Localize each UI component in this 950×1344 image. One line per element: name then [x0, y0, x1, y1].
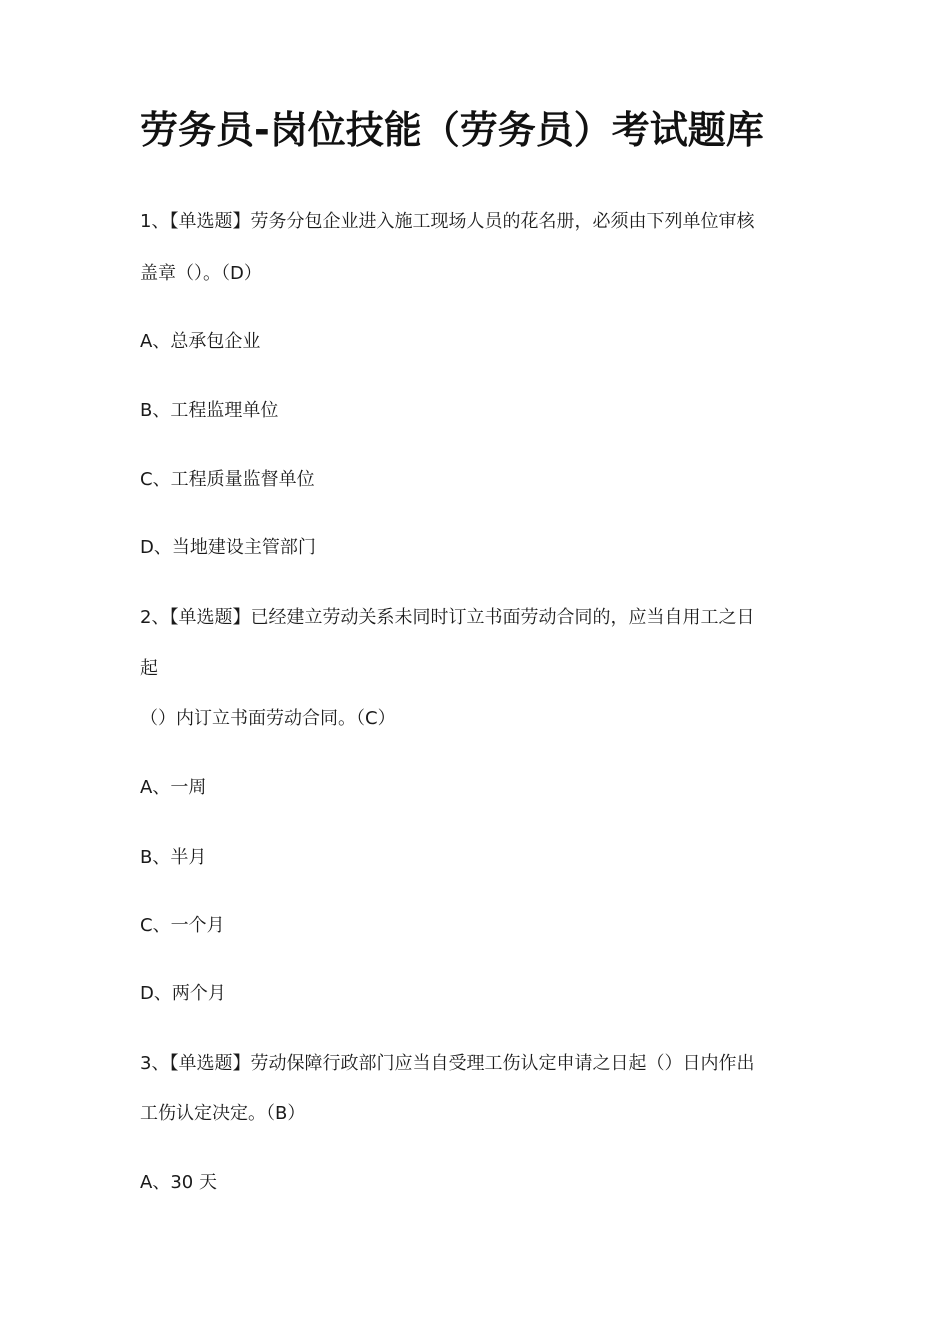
question-1-option-a: A、总承包企业: [140, 331, 261, 352]
question-2-option-c: C、一个月: [140, 915, 225, 936]
question-2-stem-line-3: （）内订立书面劳动合同。（C）: [140, 708, 396, 729]
question-2-option-a: A、一周: [140, 777, 207, 798]
question-2-option-d: D、两个月: [140, 983, 226, 1004]
question-1-option-b: B、工程监理单位: [140, 400, 279, 421]
question-2-option-b: B、半月: [140, 847, 207, 868]
question-1-option-d: D、当地建设主管部门: [140, 537, 316, 558]
question-2-stem-line-2: 起: [140, 658, 158, 679]
question-1-stem-line-1: 1、【单选题】劳务分包企业进入施工现场人员的花名册，必须由下列单位审核: [140, 211, 755, 232]
question-1-option-c: C、工程质量监督单位: [140, 469, 315, 490]
question-1-stem-line-2: 盖章（）。（D）: [140, 263, 262, 284]
question-3-stem-line-2: 工伤认定决定。（B）: [140, 1103, 306, 1124]
question-3-stem-line-1: 3、【单选题】劳动保障行政部门应当自受理工伤认定申请之日起（）日内作出: [140, 1053, 755, 1074]
question-3-option-a: A、30 天: [140, 1172, 217, 1193]
question-2-stem-line-1: 2、【单选题】已经建立劳动关系未同时订立书面劳动合同的，应当自用工之日: [140, 607, 755, 628]
document-title: 劳务员-岗位技能（劳务员）考试题库: [140, 108, 764, 152]
